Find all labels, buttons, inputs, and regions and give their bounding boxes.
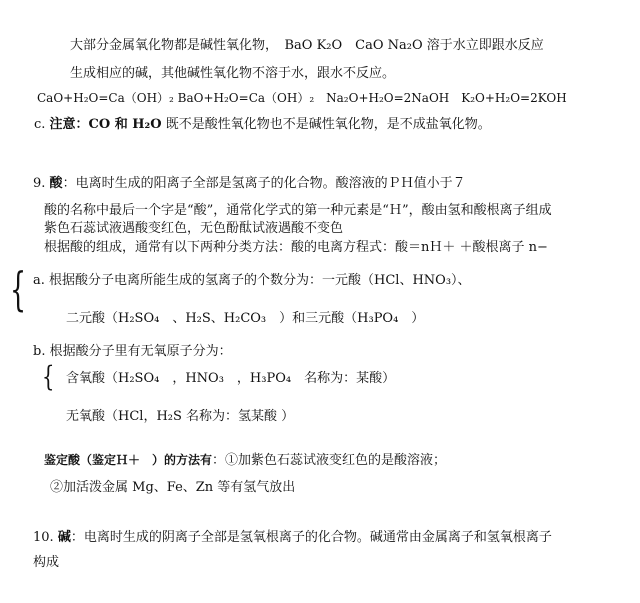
section-term: 碱 xyxy=(57,530,71,545)
text-line-classify-by-oxygen: b. 根据酸分子里有无氧原子分为： xyxy=(33,344,232,359)
text-line-non-oxyacid: 无氧酸（HCl，H₂S 名称为：氢某酸 ） xyxy=(66,409,295,424)
section-definition: ：电离时生成的阳离子全部是氢离子的化合物。酸溶液的ＰＨ值小于７ xyxy=(62,176,466,191)
text-line-ionization: 根据酸的组成，通常有以下两种分类方法：酸的电离方程式：酸＝nＨ＋ ＋酸根离子 n− xyxy=(44,240,548,255)
left-brace-icon: { xyxy=(42,360,55,393)
section-heading-base xyxy=(33,530,552,546)
note-label: 注意：CO 和 H₂O xyxy=(49,117,162,132)
note-text: 既不是酸性氧化物也不是碱性氧化物，是不成盐氧化物。 xyxy=(161,117,491,132)
section-heading-acid xyxy=(33,176,466,192)
note-line-co-h2o xyxy=(34,117,491,133)
left-brace-icon: { xyxy=(10,262,27,316)
text-line-basic-oxides: 大部分金属氧化物都是碱性氧化物， BaO K₂O CaO Na₂O 溶于水立即跟水反应 xyxy=(70,38,544,53)
identify-text: ：①加紫色石蕊试液变红色的是酸溶液； xyxy=(212,453,447,468)
text-line-oxyacid: 含氧酸（H₂SO₄ ，HNO₃ ，H₃PO₄ 名称为：某酸） xyxy=(66,371,396,386)
text-line-indicator: 紫色石蕊试液遇酸变红色，无色酚酞试液遇酸不变色 xyxy=(44,221,344,236)
section-number: 9. xyxy=(33,176,50,191)
section-term: 酸 xyxy=(49,176,63,191)
text-line-base-composition: 构成 xyxy=(33,555,60,570)
section-number: 10. xyxy=(33,530,58,545)
text-line-classify-by-h: a. 根据酸分子电离所能生成的氢离子的个数分为：一元酸（HCl、HNO₃）、 xyxy=(33,273,471,288)
text-line-active-metals: ②加活泼金属 Mg、Fe、Zn 等有氢气放出 xyxy=(50,480,296,495)
text-line-react-with-water: 生成相应的碱，其他碱性氧化物不溶于水，跟水不反应。 xyxy=(70,66,396,81)
text-line-diprotic: 二元酸（H₂SO₄ 、H₂S、H₂CO₃ ）和三元酸（H₃PO₄ ） xyxy=(66,311,425,326)
identify-label: 鉴定酸（鉴定Ｈ＋ ）的方法有 xyxy=(44,453,213,467)
equation-line: CaO+H₂O=Ca（OH）₂ BaO+H₂O=Ca（OH）₂ Na₂O+H₂O=2NaOH K₂O+H₂O=2KOH xyxy=(37,91,567,105)
section-definition: ：电离时生成的阴离子全部是氢氧根离子的化合物。碱通常由金属离子和氢氧根离子 xyxy=(70,530,552,545)
text-line-acid-name: 酸的名称中最后一个字是“酸”，通常化学式的第一种元素是“Ｈ”，酸由氢和酸根离子组成 xyxy=(44,203,552,218)
note-prefix: c. xyxy=(34,117,50,132)
text-line-identify-acid xyxy=(44,452,446,469)
